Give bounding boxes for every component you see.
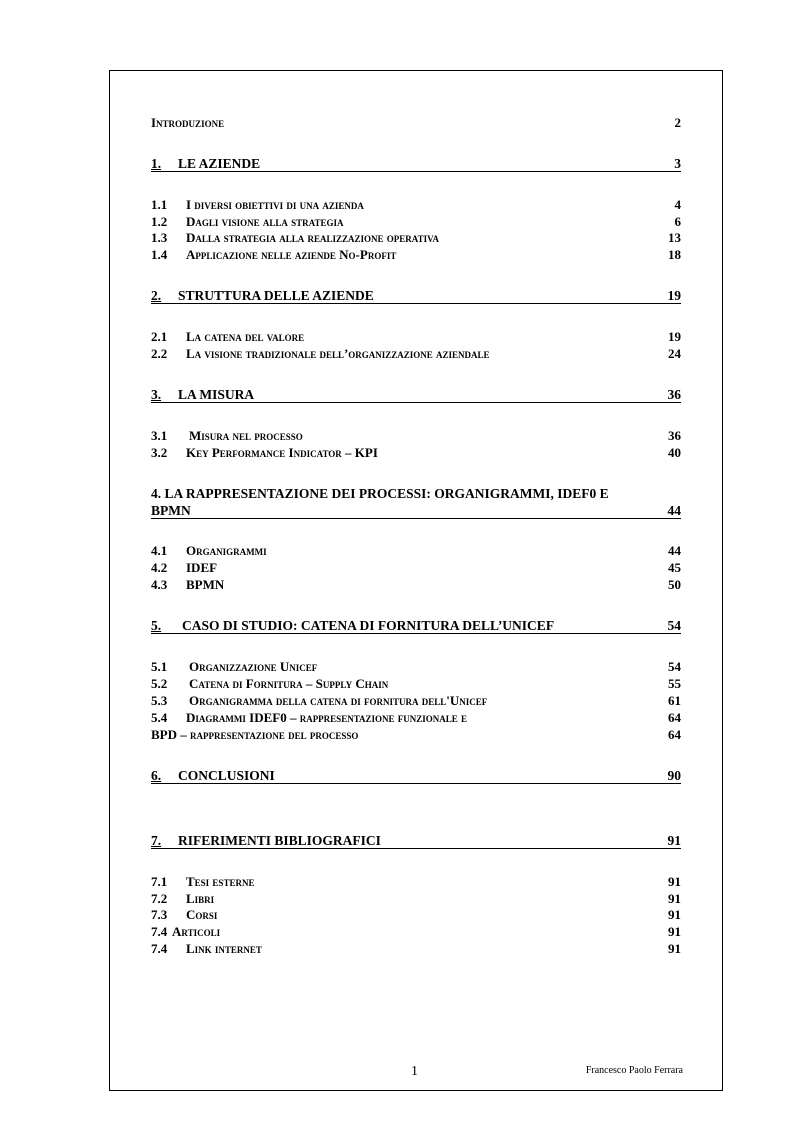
toc-section-page: 91 (668, 941, 681, 956)
toc-section-4-1[interactable] (151, 542, 681, 559)
toc-section-title: Catena di Fornitura – Supply Chain (189, 676, 389, 691)
toc-section-page: 64 (668, 710, 681, 725)
toc-section-page: 50 (668, 577, 681, 592)
toc-section-title: Dalla strategia alla realizzazione operativa (186, 230, 439, 245)
toc-section-1-1[interactable] (151, 196, 681, 213)
toc-section-number: 7.4 (151, 941, 168, 956)
toc-chapter-page: 3 (674, 156, 681, 171)
toc-section-number: 7.4 (151, 924, 168, 939)
toc-section-number: 1.3 (151, 230, 168, 245)
toc-section-page: 54 (668, 659, 681, 674)
toc-section-title: La catena del valore (186, 329, 305, 344)
toc-section-page: 55 (668, 676, 681, 691)
toc-chapter-number: 6. (151, 768, 162, 783)
toc-section-number: 2.2 (151, 346, 168, 361)
toc-entry-page: 2 (674, 115, 681, 130)
toc-chapter-number: 3. (151, 387, 162, 402)
toc-chapter-title: STRUTTURA DELLE AZIENDE (178, 288, 374, 303)
toc-section-number: 7.1 (151, 874, 168, 889)
toc-section-number: 1.2 (151, 214, 168, 229)
toc-section-page: 44 (668, 543, 681, 558)
toc-section-3-2[interactable] (151, 444, 681, 461)
toc-chapter-page: 36 (667, 387, 681, 402)
toc-section-page: 24 (668, 346, 681, 361)
toc-chapter-title: LA MISURA (178, 387, 255, 402)
toc-section-7-4-articoli[interactable] (151, 923, 681, 940)
toc-section-1-3[interactable] (151, 229, 681, 246)
toc-section-title: Organizzazione Unicef (189, 659, 318, 674)
toc-section-1-2[interactable] (151, 213, 681, 230)
toc-section-title: Corsi (186, 907, 218, 922)
toc-section-number: 5.2 (151, 676, 168, 691)
toc-section-number: 3.2 (151, 445, 168, 460)
toc-chapter-page: 19 (667, 288, 681, 303)
toc-section-title: I diversi obiettivi di una azienda (186, 197, 364, 212)
toc-chapter-number: 7. (151, 833, 162, 848)
toc-section-page: 91 (668, 907, 681, 922)
toc-chapter-title-line2: BPMN (151, 503, 191, 518)
toc-section-2-2[interactable] (151, 345, 681, 362)
toc-section-page: 91 (668, 891, 681, 906)
toc-section-number: 5.4 (151, 710, 168, 725)
toc-section-title: Tesi esterne (186, 874, 255, 889)
toc-chapter-number: 5. (151, 618, 162, 633)
toc-section-title: Articoli (172, 924, 221, 939)
toc-section-page: 36 (668, 428, 681, 443)
toc-entry-introduzione[interactable] (151, 114, 681, 131)
toc-section-page: 4 (674, 197, 681, 212)
toc-section-7-3[interactable] (151, 906, 681, 923)
toc-section-number: 2.1 (151, 329, 168, 344)
toc-section-page: 18 (668, 247, 681, 262)
footer-author: Francesco Paolo Ferrara (585, 1065, 683, 1076)
toc-section-5-4-continued[interactable] (151, 726, 681, 743)
toc-section-5-3[interactable] (151, 692, 681, 709)
toc-section-number: 7.3 (151, 907, 168, 922)
toc-section-title: IDEF (186, 560, 218, 575)
toc-entry-title: Introduzione (151, 115, 225, 130)
toc-chapter-page: 91 (667, 833, 681, 848)
toc-section-title: BPMN (186, 577, 225, 592)
toc-section-title: Applicazione nelle aziende No-Profit (186, 247, 397, 262)
toc-section-page: 6 (674, 214, 681, 229)
toc-section-number: 1.4 (151, 247, 168, 262)
toc-chapter-3[interactable] (151, 386, 681, 403)
toc-section-page: 13 (668, 230, 681, 245)
toc-chapter-page: 54 (667, 618, 681, 633)
toc-section-number: 3.1 (151, 428, 168, 443)
toc-section-5-1[interactable] (151, 658, 681, 675)
toc-chapter-number: 2. (151, 288, 162, 303)
toc-section-7-2[interactable] (151, 890, 681, 907)
toc-section-number: 5.1 (151, 659, 168, 674)
toc-chapter-title: CONCLUSIONI (178, 768, 275, 783)
toc-section-page: 91 (668, 874, 681, 889)
toc-section-4-2[interactable] (151, 559, 681, 576)
toc-chapter-title-line2-row (151, 502, 681, 519)
toc-chapter-page: 90 (667, 768, 681, 783)
toc-chapter-title-line1: 4. LA RAPPRESENTAZIONE DEI PROCESSI: ORGANIGRAMMI, IDEF0 E (151, 486, 609, 501)
toc-chapter-4[interactable] (151, 485, 681, 519)
toc-section-page: 61 (668, 693, 681, 708)
toc-section-page: 40 (668, 445, 681, 460)
toc-section-number: 1.1 (151, 197, 168, 212)
toc-section-5-4[interactable] (151, 709, 681, 726)
toc-section-title: Diagrammi IDEF0 – rappresentazione funzionale e (186, 710, 468, 725)
page-number: 1 (411, 1064, 418, 1079)
toc-section-title: Dagli visione alla strategia (186, 214, 344, 229)
toc-chapter-1[interactable] (151, 155, 681, 172)
toc-chapter-6[interactable] (151, 767, 681, 784)
toc-section-number: 7.2 (151, 891, 168, 906)
toc-section-title: Key Performance Indicator – KPI (186, 445, 378, 460)
toc-chapter-number: 1. (151, 156, 162, 171)
toc-section-number: 5.3 (151, 693, 168, 708)
toc-chapter-7[interactable] (151, 832, 681, 849)
toc-section-4-3[interactable] (151, 576, 681, 593)
toc-section-page: 45 (668, 560, 681, 575)
toc-section-title: BPD – rappresentazione del processo (151, 727, 359, 742)
toc-section-title: Organigramma della catena di fornitura dell'Unicef (189, 693, 488, 708)
toc-section-title: Organigrammi (186, 543, 267, 558)
toc-chapter-title: LE AZIENDE (178, 156, 261, 171)
toc-chapter-2[interactable] (151, 287, 681, 304)
toc-section-7-4-link[interactable] (151, 940, 681, 957)
toc-section-title: La visione tradizionale dell’organizzazione aziendale (186, 346, 490, 361)
toc-section-page: 64 (668, 727, 681, 742)
toc-section-number: 4.1 (151, 543, 168, 558)
toc-chapter-title: CASO DI STUDIO: CATENA DI FORNITURA DELL’UNICEF (182, 618, 555, 633)
toc-chapter-5[interactable] (151, 617, 681, 634)
toc-section-number: 4.3 (151, 577, 168, 592)
toc-section-title: Libri (186, 891, 215, 906)
toc-section-3-1[interactable] (151, 427, 681, 444)
toc-chapter-page: 44 (667, 503, 681, 518)
toc-chapter-title: RIFERIMENTI BIBLIOGRAFICI (178, 833, 381, 848)
toc-section-number: 4.2 (151, 560, 168, 575)
toc-section-2-1[interactable] (151, 328, 681, 345)
toc-section-1-4[interactable] (151, 246, 681, 263)
toc-section-page: 19 (668, 329, 681, 344)
toc-section-7-1[interactable] (151, 873, 681, 890)
toc-section-5-2[interactable] (151, 675, 681, 692)
toc-section-title: Misura nel processo (189, 428, 303, 443)
toc-section-page: 91 (668, 924, 681, 939)
toc-section-title: Link internet (186, 941, 262, 956)
